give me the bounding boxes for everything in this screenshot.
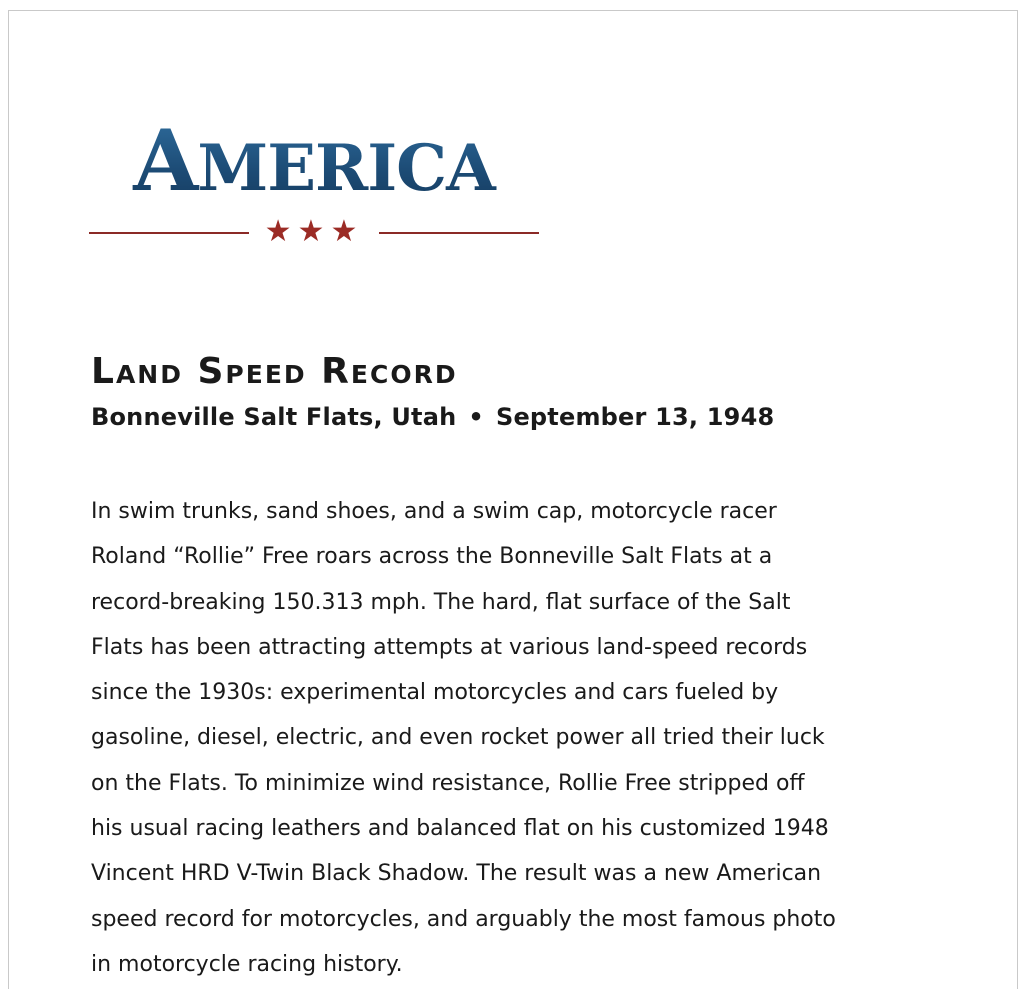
logo-rule-right	[379, 232, 539, 234]
page-subtitle	[91, 403, 774, 431]
body-line: since the 1930s: experimental motorcycles and cars fueled by	[91, 680, 779, 706]
logo-wordmark-initial: A	[133, 111, 198, 210]
body-line: Flats has been attracting attempts at various land-speed records	[91, 634, 808, 660]
location-text: Bonneville Salt Flats, Utah	[91, 403, 457, 431]
logo-rule	[89, 214, 539, 249]
document-page	[8, 10, 1018, 989]
logo-rule-left	[89, 232, 249, 234]
separator-bullet: •	[468, 403, 484, 431]
body-line: record-breaking 150.313 mph. The hard, flat surface of the Salt	[91, 589, 791, 615]
body-line: on the Flats. To minimize wind resistance, Rollie Free stripped off	[91, 770, 805, 796]
star-icon-group: ★★★	[264, 214, 364, 249]
body-line: his usual racing leathers and balanced flat on his customized 1948	[91, 816, 829, 842]
body-paragraph	[91, 489, 971, 987]
body-line: gasoline, diesel, electric, and even rocket power all tried their luck	[91, 725, 825, 751]
logo-wordmark	[89, 111, 539, 211]
date-text: September 13, 1948	[495, 403, 775, 431]
america-logo	[89, 111, 539, 249]
body-line: In swim trunks, sand shoes, and a swim cap, motorcycle racer	[91, 499, 777, 524]
logo-wordmark-rest: MERICA	[197, 131, 495, 206]
body-line: in motorcycle racing history.	[91, 951, 403, 977]
body-line: Roland “Rollie” Free roars across the Bonneville Salt Flats at a	[91, 544, 773, 570]
page-title: Land Speed Record	[91, 351, 458, 392]
body-line: Vincent HRD V-Twin Black Shadow. The result was a new American	[91, 861, 822, 887]
body-line: speed record for motorcycles, and arguably the most famous photo	[91, 906, 836, 932]
